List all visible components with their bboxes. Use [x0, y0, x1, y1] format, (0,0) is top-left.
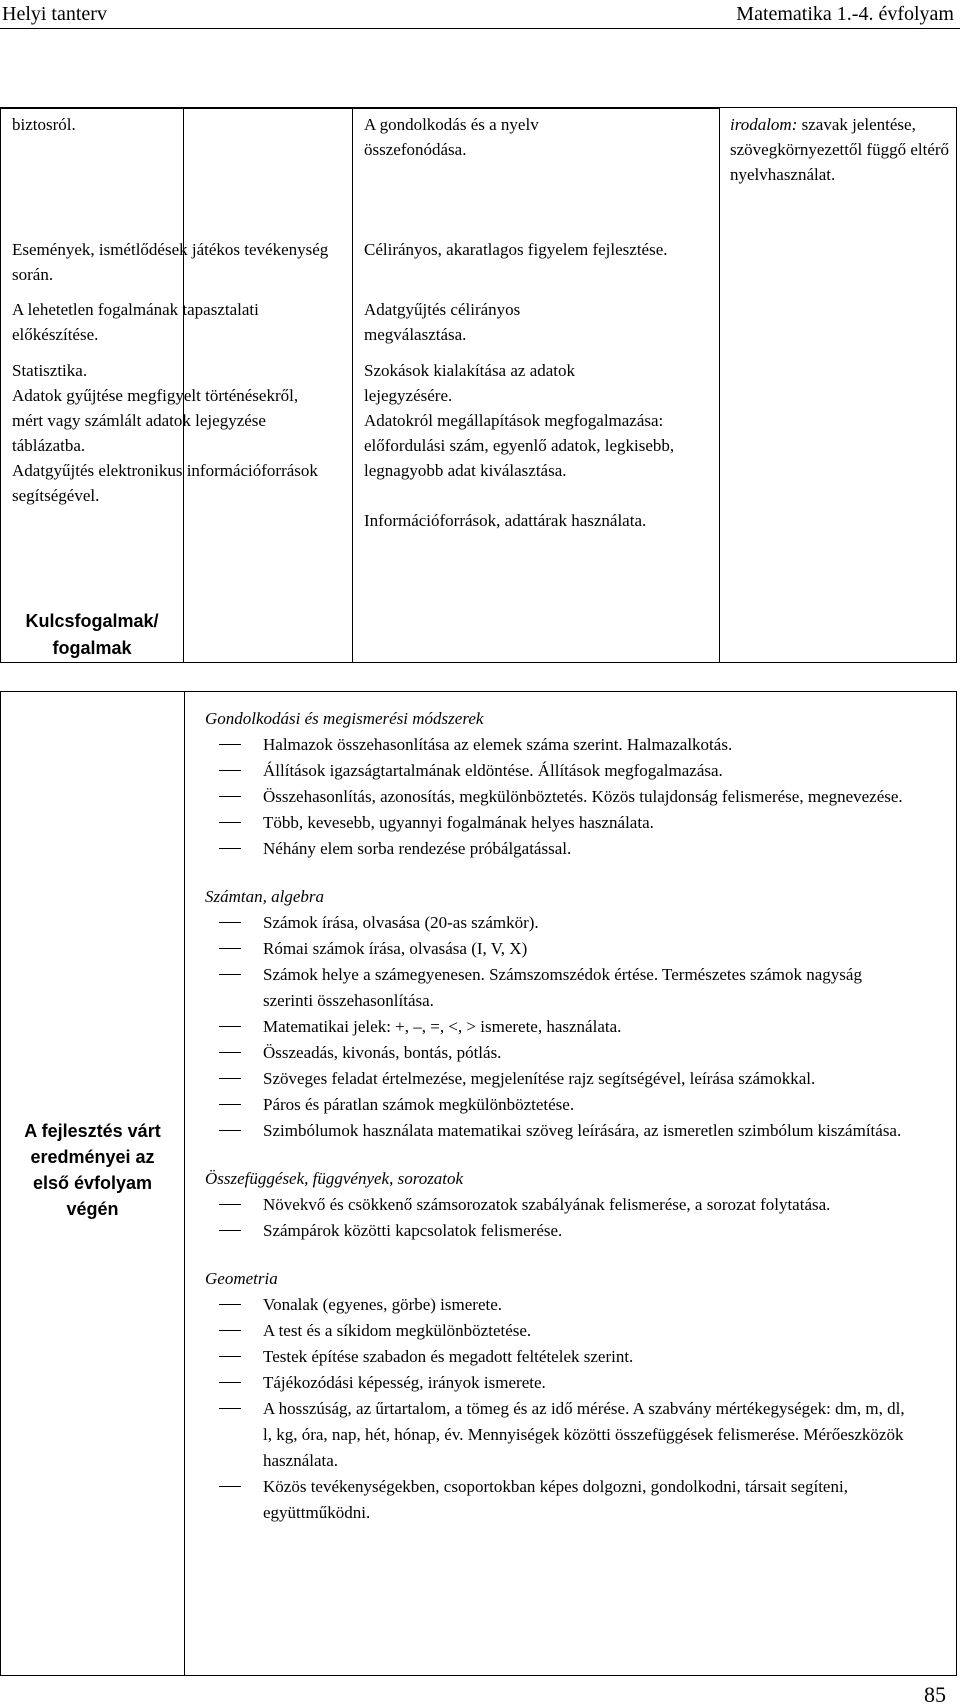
list-item	[205, 732, 905, 758]
list-item-text: Páros és páratlan számok megkülönböztetése.	[263, 1095, 575, 1114]
list-item-text: Több, kevesebb, ugyannyi fogalmának helyes használata.	[263, 813, 654, 832]
list-item-text: A hosszúság, az űrtartalom, a tömeg és az idő mérése. A szabvány mértékegységek: dm, m, dl, l, kg, óra, nap, hét, hónap, év. Mennyiségek közötti összefüggések felismerése. Mérőeszközök használata.	[263, 1399, 905, 1470]
results-table	[0, 691, 957, 1676]
dash-bullet-icon	[219, 848, 241, 849]
results-content	[205, 706, 905, 1548]
key-label-line: fogalmak	[52, 638, 132, 658]
cell-col2-p0	[364, 112, 624, 162]
cell-text: Adatgyűjtés elektronikus információforrások segítségével.	[12, 461, 318, 505]
cell-text: Adatokról megállapítások megfogalmazása: előfordulási szám, egyenlő adatok, legkisebb, legnagyobb adat kiválasztása.	[364, 411, 675, 480]
dash-bullet-icon	[219, 1304, 241, 1305]
dash-bullet-icon	[219, 822, 241, 823]
cell-col1-p4	[12, 383, 322, 458]
cell-col1-p3	[12, 358, 332, 383]
list-item-text: Összeadás, kivonás, bontás, pótlás.	[263, 1043, 502, 1062]
list-item	[205, 1370, 905, 1396]
italic-subject: irodalom:	[730, 115, 798, 134]
result-section	[205, 1266, 905, 1526]
key-label-line: Kulcsfogalmak/	[25, 611, 159, 631]
section-title: Számtan, algebra	[205, 887, 324, 906]
result-section	[205, 1166, 905, 1244]
result-label-line: első évfolyam	[32, 1173, 153, 1193]
list-item	[205, 1474, 905, 1526]
dash-bullet-icon	[219, 1204, 241, 1205]
column-divider	[352, 108, 353, 662]
list-item-text: A test és a síkidom megkülönböztetése.	[263, 1321, 532, 1340]
dash-bullet-icon	[219, 948, 241, 949]
list-item	[205, 1192, 905, 1218]
result-label-line: végén	[66, 1199, 119, 1219]
dash-bullet-icon	[219, 770, 241, 771]
list-item	[205, 1040, 905, 1066]
cell-text	[730, 112, 952, 187]
list-item	[205, 1014, 905, 1040]
cell-text: biztosról.	[12, 115, 76, 134]
header-title-left: Helyi tanterv	[2, 3, 107, 25]
cell-text: A gondolkodás és a nyelv összefonódása.	[364, 115, 539, 159]
cell-col2-p4	[364, 408, 709, 483]
column-divider	[719, 108, 720, 662]
cell-text: Események, ismétlődések játékos tevékenység során.	[12, 240, 329, 284]
cell-text: Információforrások, adattárak használata.	[364, 511, 647, 530]
list-item-text: Számpárok közötti kapcsolatok felismerése.	[263, 1221, 563, 1240]
bullet-list	[205, 910, 905, 1144]
list-item	[205, 1066, 905, 1092]
cell-col2-p2	[364, 297, 624, 347]
list-item-text: Számok helye a számegyenesen. Számszomszédok értése. Természetes számok nagyság szerinti összehasonlítása.	[263, 965, 862, 1010]
list-item-text: Összehasonlítás, azonosítás, megkülönböztetés. Közös tulajdonság felismerése, megnevezése.	[263, 787, 903, 806]
list-item-text: Vonalak (egyenes, görbe) ismerete.	[263, 1295, 503, 1314]
dash-bullet-icon	[219, 744, 241, 745]
cell-col3	[730, 112, 952, 187]
dash-bullet-icon	[219, 1230, 241, 1231]
list-item	[205, 1318, 905, 1344]
cell-text: Célirányos, akaratlagos figyelem fejlesztése.	[364, 240, 668, 259]
dash-bullet-icon	[219, 974, 241, 975]
list-item	[205, 836, 905, 862]
list-item-text: Tájékozódási képesség, irányok ismerete.	[263, 1373, 546, 1392]
list-item-text: Állítások igazságtartalmának eldöntése. Állítások megfogalmazása.	[263, 761, 723, 780]
result-label-line: eredményei az	[30, 1147, 155, 1167]
cell-col1-p5	[12, 458, 332, 508]
result-section	[205, 884, 905, 1144]
expected-results-label	[1, 1118, 184, 1222]
page-header	[0, 0, 960, 29]
list-item	[205, 1092, 905, 1118]
page-number: 85	[924, 1682, 946, 1707]
cell-text: Statisztika.	[12, 361, 88, 380]
list-item-text: Néhány elem sorba rendezése próbálgatással.	[263, 839, 572, 858]
list-item	[205, 1218, 905, 1244]
list-item	[205, 784, 905, 810]
section-title: Gondolkodási és megismerési módszerek	[205, 709, 484, 728]
result-label-line: A fejlesztés várt	[24, 1121, 161, 1141]
dash-bullet-icon	[219, 1382, 241, 1383]
section-title: Geometria	[205, 1269, 278, 1288]
list-item-text: Szöveges feladat értelmezése, megjelenítése rajz segítségével, leírása számokkal.	[263, 1069, 816, 1088]
cell-text: A lehetetlen fogalmának tapasztalati előkészítése.	[12, 300, 259, 344]
list-item-text: Halmazok összehasonlítása az elemek száma szerint. Halmazalkotás.	[263, 735, 733, 754]
list-item	[205, 1344, 905, 1370]
dash-bullet-icon	[219, 1052, 241, 1053]
subject-text: szavak jelentése, szövegkörnyezettől függő eltérő nyelvhasználat.	[730, 115, 950, 184]
list-item-text: Római számok írása, olvasása (I, V, X)	[263, 939, 528, 958]
dash-bullet-icon	[219, 1026, 241, 1027]
result-section	[205, 706, 905, 862]
list-item	[205, 1118, 905, 1144]
list-item	[205, 758, 905, 784]
list-item-text: Növekvő és csökkenő számsorozatok szabályának felismerése, a sorozat folytatása.	[263, 1195, 831, 1214]
list-item-text: Testek építése szabadon és megadott feltételek szerint.	[263, 1347, 634, 1366]
cell-text: Adatgyűjtés célirányos megválasztása.	[364, 300, 521, 344]
list-item	[205, 910, 905, 936]
list-item	[205, 1396, 905, 1474]
bullet-list	[205, 1192, 905, 1244]
dash-bullet-icon	[219, 1078, 241, 1079]
section-title: Összefüggések, függvények, sorozatok	[205, 1169, 464, 1188]
cell-col1-p1	[12, 237, 332, 287]
bullet-list	[205, 1292, 905, 1526]
dash-bullet-icon	[219, 1486, 241, 1487]
column-divider	[184, 692, 185, 1675]
dash-bullet-icon	[219, 796, 241, 797]
cell-col2-p1	[364, 237, 694, 262]
dash-bullet-icon	[219, 1330, 241, 1331]
dash-bullet-icon	[219, 1408, 241, 1409]
list-item	[205, 962, 905, 1014]
row-divider	[1, 108, 719, 109]
cell-col1-p0	[12, 112, 342, 137]
dash-bullet-icon	[219, 1356, 241, 1357]
list-item-text: Szimbólumok használata matematikai szöveg leírására, az ismeretlen szimbólum kiszámítása.	[263, 1121, 902, 1140]
list-item-text: Közös tevékenységekben, csoportokban képes dolgozni, gondolkodni, társait segíteni, együttműködni.	[263, 1477, 848, 1522]
list-item	[205, 1292, 905, 1318]
key-concepts-label	[1, 608, 183, 662]
top-table	[0, 107, 957, 663]
dash-bullet-icon	[219, 922, 241, 923]
header-title-right: Matematika 1.-4. évfolyam	[736, 3, 954, 25]
list-item	[205, 810, 905, 836]
cell-col1-p2	[12, 297, 332, 347]
bullet-list	[205, 732, 905, 862]
dash-bullet-icon	[219, 1104, 241, 1105]
cell-col2-p3	[364, 358, 664, 408]
cell-text: Szokások kialakítása az adatok lejegyzésére.	[364, 361, 576, 405]
list-item-text: Matematikai jelek: +, –, =, <, > ismerete, használata.	[263, 1017, 622, 1036]
list-item-text: Számok írása, olvasása (20-as számkör).	[263, 913, 539, 932]
list-item	[205, 936, 905, 962]
cell-col2-p5	[364, 508, 664, 533]
dash-bullet-icon	[219, 1130, 241, 1131]
cell-text: Adatok gyűjtése megfigyelt történésekről, mért vagy számlált adatok lejegyzése táblázatba.	[12, 386, 299, 455]
